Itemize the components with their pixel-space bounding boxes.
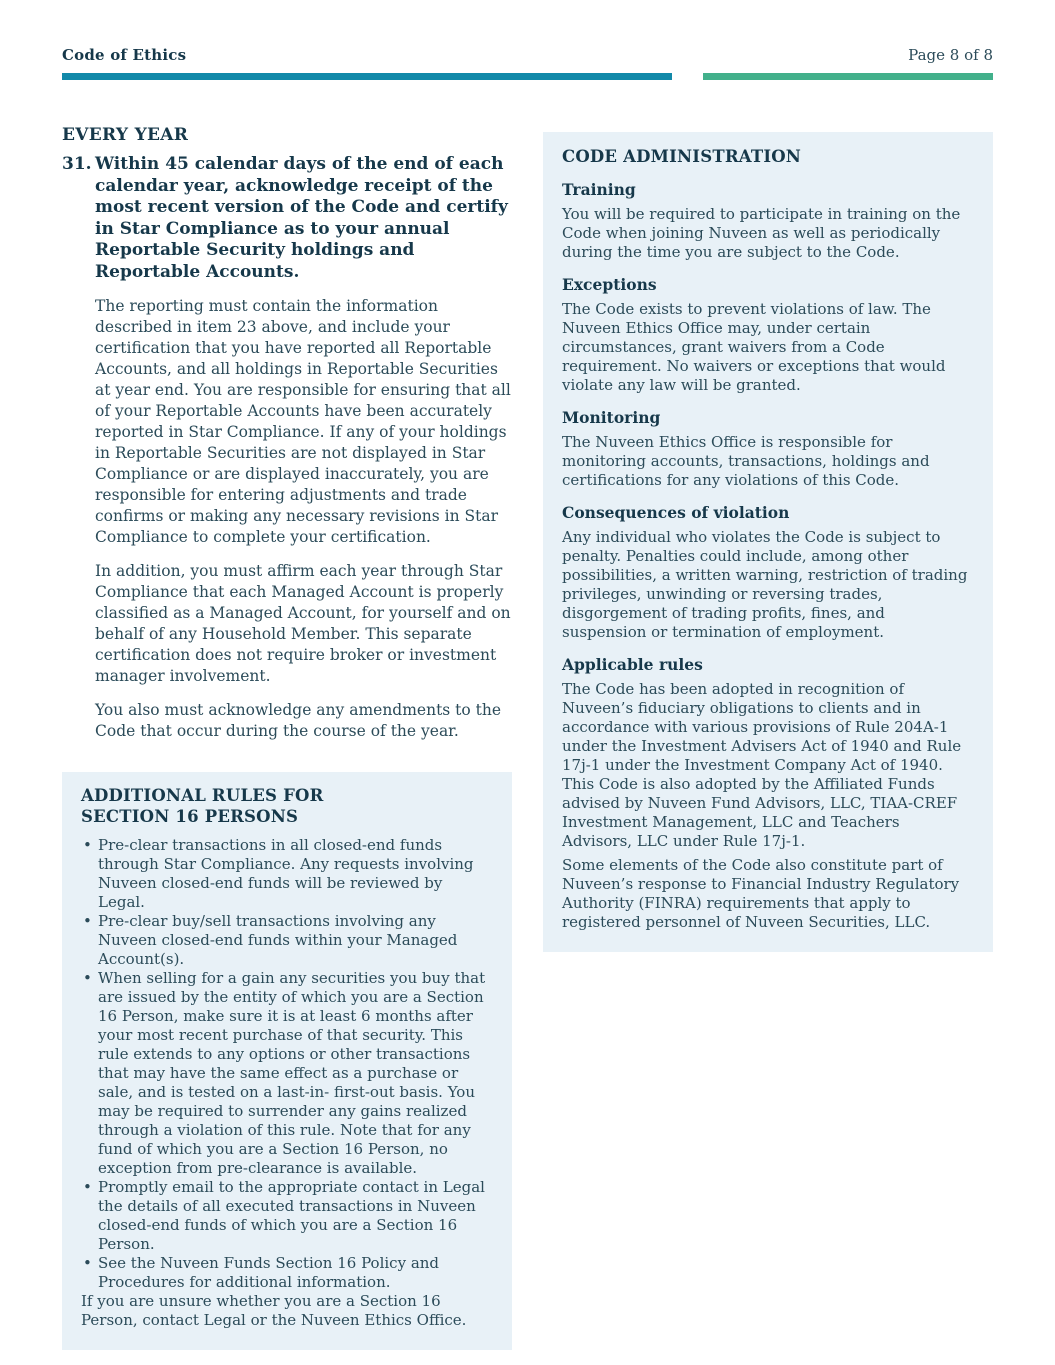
additional-rules-bullet-list [81,836,493,1292]
applicable-rules-paragraph-1: The Code has been adopted in recognition of Nuveen’s fiduciary obligations to clients and in accordance with various provisions of Rule 204A-1 under the Investment Advisers Act of 1940 and Rule 17j-1 under the Investment Company Act of 1940. This Code is also adopted by the Affiliated Funds advised by Nuveen Fund Advisors, LLC, TIAA-CREF Investment Management, LLC and Teachers Advisors, LLC under Rule 17j-1. [562,680,962,850]
applicable-rules-paragraph-2: Some elements of the Code also constitute part of Nuveen’s response to Financial Industry Regulatory Authority (FINRA) requirements that apply to registered personnel of Nuveen Securities, LLC. [562,856,960,931]
code-admin-section-consequences [562,503,974,642]
item-31-paragraph-1: The reporting must contain the information described in item 23 above, and include your certification that you have reported all Reportable Accounts, and all holdings in Reportable Securities at year end. You are responsible for ensuring that all of your Reportable Accounts have been accurately reported in Star Compliance. If any of your holdings in Reportable Securities are not displayed in Star Compliance or are displayed inaccurately, you are responsible for entering adjustments and trade confirms or making any necessary revisions in Star Compliance to complete your certification. [95,297,511,546]
item-31-paragraph-3: You also must acknowledge any amendments to the Code that occur during the course of the year. [95,701,502,740]
item-31-title: Within 45 calendar days of the end of each calendar year, acknowledge receipt of the most recent version of the Code and certify in Star Compliance as to your annual Reportable Security holdings and Reportable Accounts. [95,154,508,282]
info-box-code-administration [543,132,993,952]
code-admin-section-applicable-rules [562,655,974,932]
bullet-item-5: • See the Nuveen Funds Section 16 Policy and Procedures for additional information. [81,1254,493,1292]
consequences-heading: Consequences of violation [562,503,790,522]
item-number: 31. [62,154,92,174]
page-number: Page 8 of 8 [908,46,993,64]
additional-rules-title-line2: SECTION 16 PERSONS [81,807,299,826]
monitoring-heading: Monitoring [562,408,661,427]
exceptions-paragraph: The Code exists to prevent violations of law. The Nuveen Ethics Office may, under certain circumstances, grant waivers from a Code requirement. No waivers or exceptions that would violate any law will be granted. [562,300,946,394]
green-rule-divider [703,73,993,80]
exceptions-heading: Exceptions [562,275,657,294]
applicable-rules-heading: Applicable rules [562,655,703,674]
training-heading: Training [562,180,636,199]
item-31-paragraph-2: In addition, you must affirm each year through Star Compliance that each Managed Account is properly classified as a Managed Account, for yourself and on behalf of any Household Member. This separate certification does not require broker or investment manager involvement. [95,562,511,685]
code-admin-section-exceptions [562,275,974,395]
teal-rule-divider [62,73,672,80]
header-title: Code of Ethics [62,46,187,64]
code-administration-title: CODE ADMINISTRATION [562,147,802,166]
code-admin-section-monitoring [562,408,974,490]
info-box-additional-rules [62,772,512,1350]
bullet-item-1: • Pre-clear transactions in all closed-end funds through Star Compliance. Any requests involving Nuveen closed-end funds will be reviewed by Legal. [81,836,493,912]
numbered-item-31 [62,154,512,283]
bullet-item-3: • When selling for a gain any securities you buy that are issued by the entity of which you are a Section 16 Person, make sure it is at least 6 months after your most recent purchase of that security. This rule extends to any options or other transactions that may have the same effect as a purchase or sale, and is tested on a last-in- first-out basis. You may be required to surrender any gains realized through a violation of this rule. Note that for any fund of which you are a Section 16 Person, no exception from pre-clearance is available. [81,969,493,1178]
consequences-paragraph: Any individual who violates the Code is subject to penalty. Penalties could include, among other possibilities, a written warning, restriction of trading privileges, unwinding or reversing trades, disgorgement of trading profits, fines, and suspension or termination of employment. [562,528,968,641]
header-rules [62,73,993,80]
right-column [543,80,993,952]
left-column [62,80,512,1350]
code-admin-section-training [562,180,974,262]
page-header [62,46,993,64]
additional-rules-title [81,785,493,827]
section-heading-every-year: EVERY YEAR [62,125,189,145]
training-paragraph: You will be required to participate in training on the Code when joining Nuveen as well as periodically during the time you are subject to the Code. [562,205,961,261]
bullet-item-2: • Pre-clear buy/sell transactions involving any Nuveen closed-end funds within your Managed Account(s). [81,912,493,969]
rule-gap [672,73,703,80]
additional-rules-footer: If you are unsure whether you are a Section 16 Person, contact Legal or the Nuveen Ethics Office. [81,1292,467,1329]
bullet-item-4: • Promptly email to the appropriate contact in Legal the details of all executed transactions in Nuveen closed-end funds of which you are a Section 16 Person. [81,1178,493,1254]
monitoring-paragraph: The Nuveen Ethics Office is responsible for monitoring accounts, transactions, holdings and certifications for any violations of this Code. [562,433,930,489]
additional-rules-title-line1: ADDITIONAL RULES FOR [81,786,324,805]
two-column-body [62,80,993,1350]
